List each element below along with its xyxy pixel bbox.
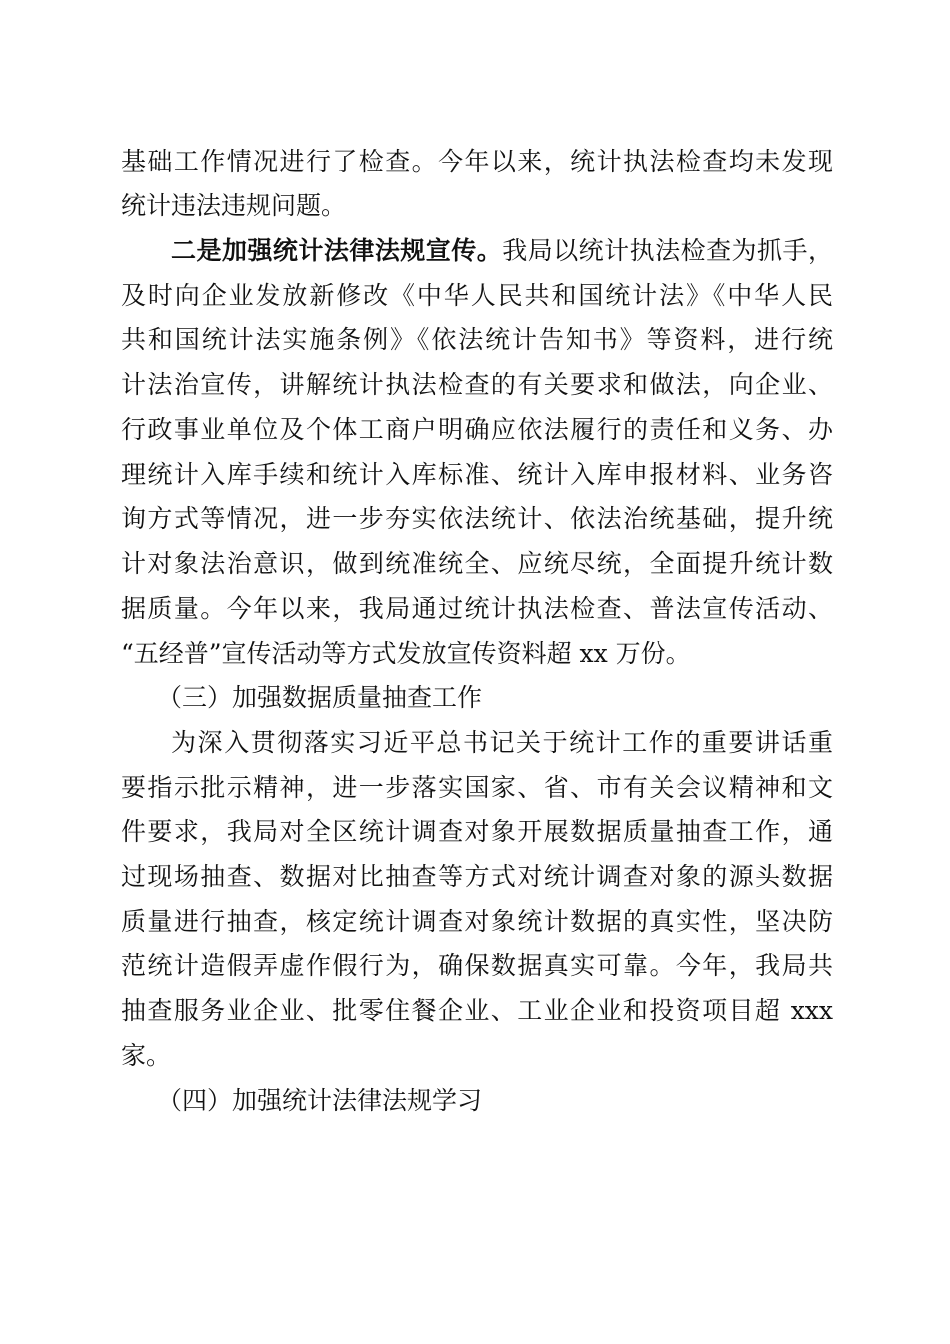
para2-line-9: 据质量。今年以来，我局通过统计执法检查、普法宣传活动、 (121, 594, 833, 623)
section-heading-4: （四）加强统计法律法规学习 (157, 1086, 483, 1115)
para3-line-4: 过现场抽查、数据对比抽查等方式对统计调查对象的源头数据 (121, 862, 833, 891)
para2-line-4: 计法治宣传，讲解统计执法检查的有关要求和做法，向企业、 (121, 370, 833, 399)
para2-line-6: 理统计入库手续和统计入库标准、统计入库申报材料、业务咨 (121, 460, 833, 489)
para2-line-5: 行政事业单位及个体工商户明确应依法履行的责任和义务、办 (121, 415, 833, 444)
para3-line-6: 范统计造假弄虚作假行为，确保数据真实可靠。今年，我局共 (121, 951, 833, 980)
para2-line-8: 计对象法治意识，做到统准统全、应统尽统，全面提升统计数 (121, 549, 833, 578)
para2-line-1 (171, 236, 833, 266)
para1-line-2: 统计违法违规问题。 (121, 191, 347, 220)
para2-lead-bold: 二是加强统计法律法规宣传。 (171, 236, 503, 265)
para3-line-3: 件要求，我局对全区统计调查对象开展数据质量抽查工作，通 (121, 817, 833, 846)
para3-line-5: 质量进行抽查，核定统计调查对象统计数据的真实性，坚决防 (121, 907, 833, 936)
section-heading-3: （三）加强数据质量抽查工作 (157, 683, 483, 712)
para2-line-10: “五经普”宣传活动等方式发放宣传资料超 xx 万份。 (121, 639, 691, 668)
para2-line1-rest: 我局以统计执法检查为抓手， (502, 236, 833, 265)
para3-line-2: 要指示批示精神，进一步落实国家、省、市有关会议精神和文 (121, 773, 833, 802)
para2-line-3: 共和国统计法实施条例》《依法统计告知书》等资料，进行统 (121, 325, 833, 354)
para3-line-7: 抽查服务业企业、批零住餐企业、工业企业和投资项目超 xxx (121, 996, 833, 1025)
para2-line-2: 及时向企业发放新修改《中华人民共和国统计法》《中华人民 (121, 281, 833, 310)
para2-line-7: 询方式等情况，进一步夯实依法统计、依法治统基础，提升统 (121, 504, 833, 533)
para3-line-1: 为深入贯彻落实习近平总书记关于统计工作的重要讲话重 (171, 728, 833, 757)
para1-line-1: 基础工作情况进行了检查。今年以来，统计执法检查均未发现 (121, 147, 833, 176)
para3-line-8: 家。 (121, 1041, 172, 1070)
